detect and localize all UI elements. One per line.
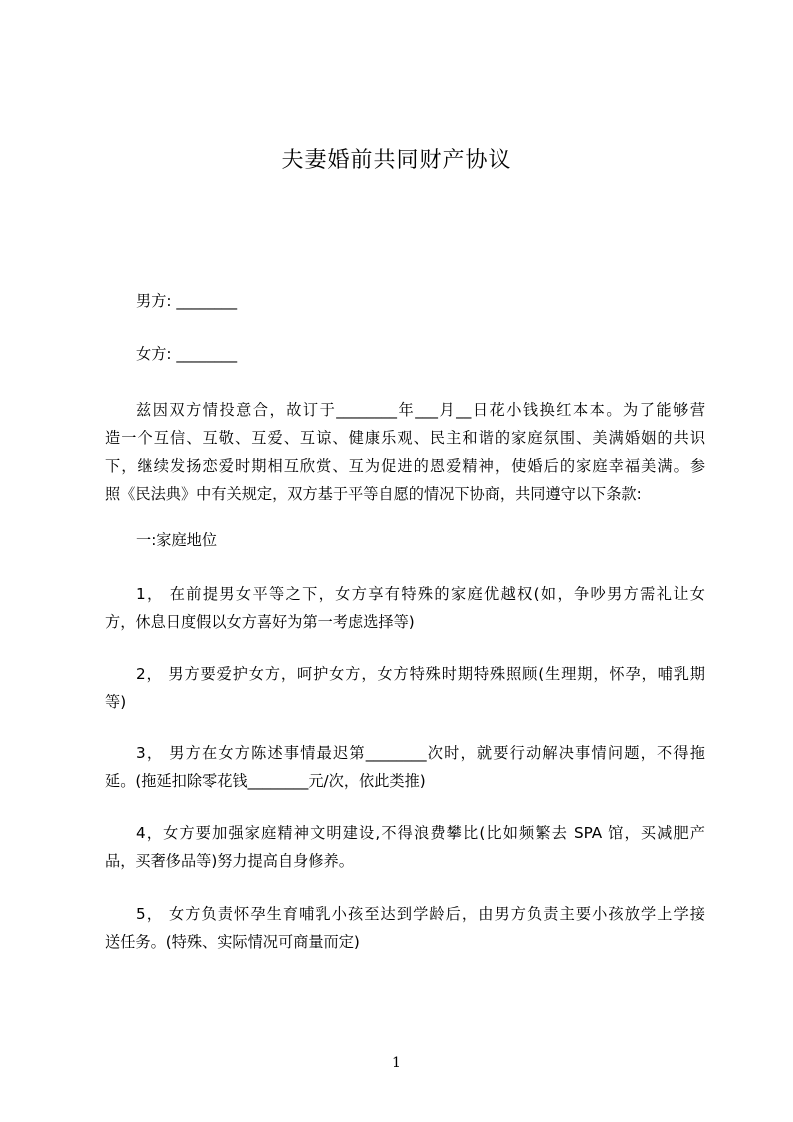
clause-5-line-2: 送任务。(特殊、实际情况可商量而定) [105, 933, 360, 951]
clause-5-line-1: 5， 女方负责怀孕生育哺乳小孩至达到学龄后，由男方负责主要小孩放学上学接 [136, 905, 705, 923]
party-male-line: 男方: ________ [136, 292, 238, 310]
clause-3-line-2: 延。(拖延扣除零花钱________元/次，依此类推) [105, 772, 426, 790]
clause-2-line-2: 等) [105, 693, 127, 711]
intro-line-1: 兹因双方情投意合，故订于________年___月__日花小钱换红本本。为了能够营 [136, 401, 705, 419]
intro-line-3: 下，继续发扬恋爱时期相互欣赏、互为促进的恩爱精神，使婚后的家庭幸福美满。参 [105, 457, 705, 475]
intro-line-2: 造一个互信、互敬、互爱、互谅、健康乐观、民主和谐的家庭氛围、美满婚姻的共识 [105, 429, 705, 447]
page-number: 1 [392, 1055, 401, 1071]
intro-line-4: 照《民法典》中有关规定，双方基于平等自愿的情况下协商，共同遵守以下条款: [105, 485, 642, 503]
clause-1-line-1: 1， 在前提男女平等之下，女方享有特殊的家庭优越权(如，争吵男方需礼让女 [136, 585, 705, 603]
clause-2-line-1: 2， 男方要爱护女方，呵护女方，女方特殊时期特殊照顾(生理期，怀孕，哺乳期 [136, 665, 705, 683]
clause-4-line-2: 品，买奢侈品等)努力提高自身修养。 [105, 852, 354, 870]
clause-1-line-2: 方，休息日度假以女方喜好为第一考虑选择等) [105, 613, 415, 631]
section-heading: 一:家庭地位 [136, 531, 218, 549]
party-female-line: 女方: ________ [136, 345, 238, 363]
clause-4-line-1: 4，女方要加强家庭精神文明建设,不得浪费攀比(比如频繁去 SPA 馆，买减肥产 [136, 824, 705, 842]
document-title: 夫妻婚前共同财产协议 [281, 148, 512, 173]
clause-3-line-1: 3， 男方在女方陈述事情最迟第________次时，就要行动解决事情问题，不得拖 [136, 744, 705, 762]
